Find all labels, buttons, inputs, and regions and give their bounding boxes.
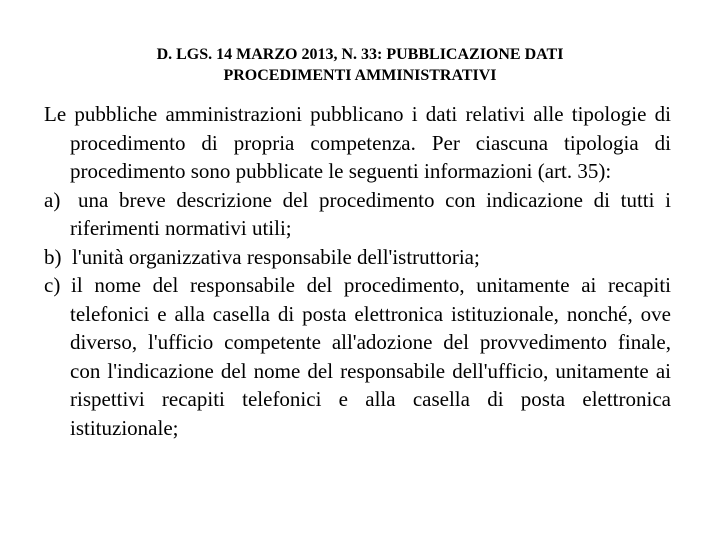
list-item-a xyxy=(44,186,671,243)
list-text-b: l'unità organizzativa responsabile dell'istruttoria; xyxy=(72,244,480,269)
list-marker-b: b) xyxy=(44,244,62,269)
list-text-a: una breve descrizione del procedimento con indicazione di tutti i riferimenti normativi utili; xyxy=(70,187,671,240)
slide-title xyxy=(60,44,660,86)
list-marker-c: c) xyxy=(44,273,61,297)
intro-paragraph: Le pubbliche amministrazioni pubblicano i dati relativi alle tipologie di procedimento di propria competenza. Per ciascuna tipologia di procedimento sono pubblicate le seguenti informazioni (art. 35): xyxy=(44,102,671,183)
title-line-1: D. LGS. 14 MARZO 2013, N. 33: PUBBLICAZIONE DATI xyxy=(156,46,564,63)
list-text-c: il nome del responsabile del procedimento, unitamente ai recapiti telefonici e alla casella di posta elettronica istituzionale, nonché, ove diverso, l'ufficio competente all'adozione del provvedimento finale, con l'indicazione del nome del responsabile dell'ufficio, unitamente ai rispettivi recapiti telefonici e alla casella di posta elettronica istituzionale; xyxy=(70,273,671,440)
title-line-2: PROCEDIMENTI AMMINISTRATIVI xyxy=(223,67,497,84)
list-item-c xyxy=(44,271,671,442)
list-item-b xyxy=(44,243,671,272)
list-marker-a: a) xyxy=(44,187,61,212)
slide-body xyxy=(44,100,671,442)
